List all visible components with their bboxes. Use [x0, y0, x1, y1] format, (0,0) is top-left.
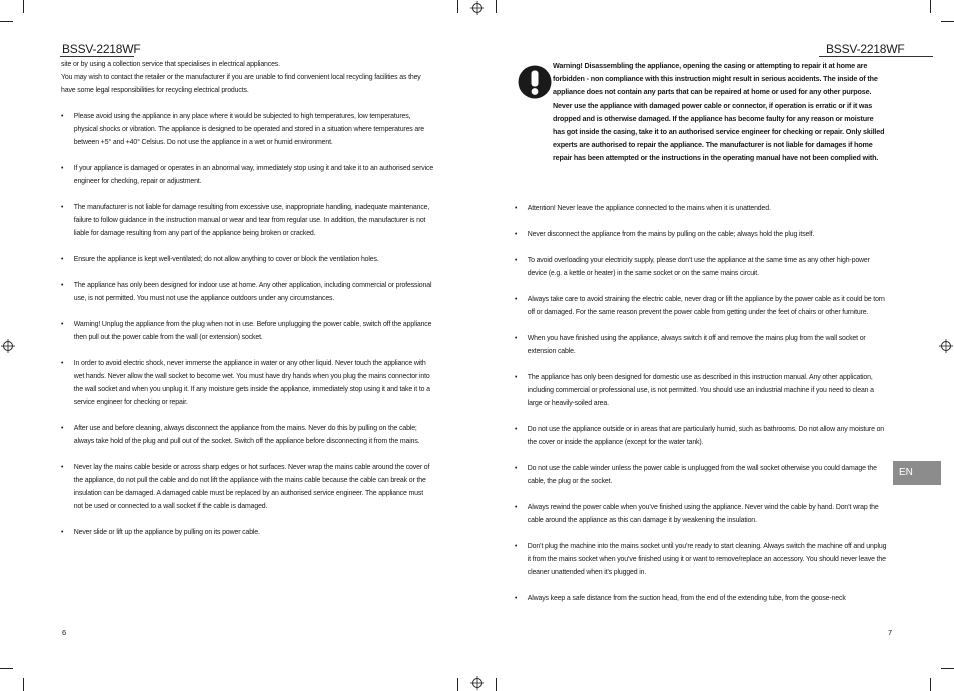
registration-mark-icon — [1, 339, 15, 353]
model-name: BSSV-2218WF — [62, 42, 141, 56]
list-item: • Attention! Never leave the appliance connected to the mains when it is unattended. — [515, 202, 887, 215]
registration-mark-icon — [470, 1, 484, 15]
list-item: • The appliance has only been designed for indoor use at home. Any other application, including commercial or professional use, is not permitted. You must not use the appliance outdoors under any circumstances. — [61, 279, 433, 305]
list-item: • Please avoid using the appliance in any place where it would be subjected to high temperatures, low temperatures, physical shocks or vibration. The appliance is designed to be operated and stored in a situation where temperatures are between +5° and +40° Celsius. Do not use the appliance in a wet or humid environment. — [61, 110, 433, 149]
list-item: • After use and before cleaning, always disconnect the appliance from the mains. Never do this by pulling on the cable; always take hold of the plug and pull out of the socket. Switch off the appliance before disconnecting it from the mains. — [61, 422, 433, 448]
crop-mark — [930, 678, 931, 691]
crop-mark — [941, 668, 954, 669]
list-item: • When you have finished using the appliance, always switch it off and remove the mains plug from the wall socket or extension cable. — [515, 332, 887, 358]
crop-mark — [496, 678, 497, 691]
left-bullet-list — [61, 110, 433, 539]
page-number: 6 — [62, 628, 67, 637]
list-item: • Never slide or lift up the appliance by pulling on its power cable. — [61, 526, 433, 539]
crop-mark — [457, 678, 458, 691]
page-number: 7 — [888, 628, 893, 637]
intro-paragraph: site or by using a collection service that specialises in electrical appliances. — [61, 60, 280, 68]
warning-paragraph: Warning! Disassembling the appliance, opening the casing or attempting to repair it at home are forbidden - non compliance with this instruction might result in serious accidents. The inside of the appliance does not contain any parts that can be repaired at home or used for any other purpose. Never use the appliance with damaged power cable or connector, if operation is erratic or if it was dropped and is otherwise damaged. If the appliance has become faulty for any reason or moisture has got inside the casing, take it to an authorised service engineer for checking or repair. Only skilled experts are authorised to repair the appliance. The manufacturer is not liable for damages if home repair has been attempted or the instructions in the operating manual have not been complied with. — [553, 61, 885, 163]
list-item: • If your appliance is damaged or operates in an abnormal way, immediately stop using it and take it to an authorised service engineer for checking, repair or adjustment. — [61, 162, 433, 188]
list-item: • Do not use the appliance outside or in areas that are particularly humid, such as bathrooms. Do not allow any moisture on the cover or inside the appliance (except for the water tank). — [515, 423, 887, 449]
list-item: • Always take care to avoid straining the electric cable, never drag or lift the appliance by the power cable as it could be torn off or damaged. For the same reason prevent the power cable from getting under the feet of chairs or other furniture. — [515, 293, 887, 319]
crop-mark — [23, 678, 24, 691]
crop-mark — [0, 668, 13, 669]
intro-paragraph: You may wish to contact the retailer or the manufacturer if you are unable to find convenient local recycling facilities as they have some legal responsibilities for recycling electrical products. — [61, 73, 421, 94]
list-item: • Warning! Unplug the appliance from the plug when not in use. Before unplugging the power cable, switch off the appliance then pull out the power cable from the wall (or extension) socket. — [61, 318, 433, 344]
right-bullet-list — [515, 202, 887, 605]
language-tab: EN — [893, 461, 941, 485]
crop-mark — [457, 0, 458, 13]
registration-mark-icon — [939, 339, 953, 353]
model-name: BSSV-2218WF — [826, 42, 905, 56]
registration-mark-icon — [470, 676, 484, 690]
header-rule — [819, 56, 933, 57]
list-item: • Never lay the mains cable beside or across sharp edges or hot surfaces. Never wrap the mains cable around the cover of the appliance, do not pull the cable and do not lift the appliance with the mains cable because the cable can break or the insulation can be damaged. A damaged cable must be replaced by an authorised service engineer. The appliance must not be used or connected to a wall socket if the cable is damaged. — [61, 461, 433, 513]
list-item: • In order to avoid electric shock, never immerse the appliance in water or any other liquid. Never touch the appliance with wet hands. Never allow the wall socket to become wet. You must have dry hands when you plug the mains connector into the wall socket and when you unplug it. If any moisture gets inside the appliance, immediately stop using it and take it to a service engineer for checking or repair. — [61, 357, 433, 409]
exclamation-icon — [518, 65, 552, 99]
list-item: • Don’t plug the machine into the mains socket until you’re ready to start cleaning. Always switch the machine off and unplug it from the mains socket when you’ve finished using it or want to remove/replace an accessory. You should never leave the cleaner unattended when it’s plugged in. — [515, 540, 887, 579]
list-item: • Never disconnect the appliance from the mains by pulling on the cable; always hold the plug itself. — [515, 228, 887, 241]
list-item: • Do not use the cable winder unless the power cable is unplugged from the wall socket otherwise you could damage the cable, the plug or the socket. — [515, 462, 887, 488]
list-item: • Always keep a safe distance from the suction head, from the end of the extending tube, from the goose-neck — [515, 592, 887, 605]
list-item: • Always rewind the power cable when you’ve finished using the appliance. Never wind the cable by hand. Don’t wrap the cable around the appliance as this can damage it by weakening the insulation. — [515, 501, 887, 527]
crop-mark — [941, 21, 954, 22]
crop-mark — [930, 0, 931, 13]
crop-mark — [0, 21, 13, 22]
list-item: • To avoid overloading your electricity supply, please don’t use the appliance at the same time as any other high-power device (e.g. a kettle or heater) in the same socket or on the same mains circuit. — [515, 254, 887, 280]
right-column — [515, 202, 887, 618]
list-item: • The manufacturer is not liable for damage resulting from excessive use, inappropriate handling, inadequate maintenance, failure to follow guidance in the instruction manual or wear and tear from regular use. In addition, the manufacturer is not liable for damage resulting from any part of the appliance being broken or cracked. — [61, 201, 433, 240]
list-item: • Ensure the appliance is kept well-ventilated; do not allow anything to cover or block the ventilation holes. — [61, 253, 433, 266]
crop-mark — [496, 0, 497, 13]
list-item: • The appliance has only been designed for domestic use as described in this instruction manual. Any other application, including commercial or professional use, is not permitted. You should use an industrial machine if you need to clean a large or heavily-soiled area. — [515, 371, 887, 410]
header-rule — [60, 56, 134, 57]
crop-mark — [23, 0, 24, 13]
left-column — [61, 58, 433, 552]
